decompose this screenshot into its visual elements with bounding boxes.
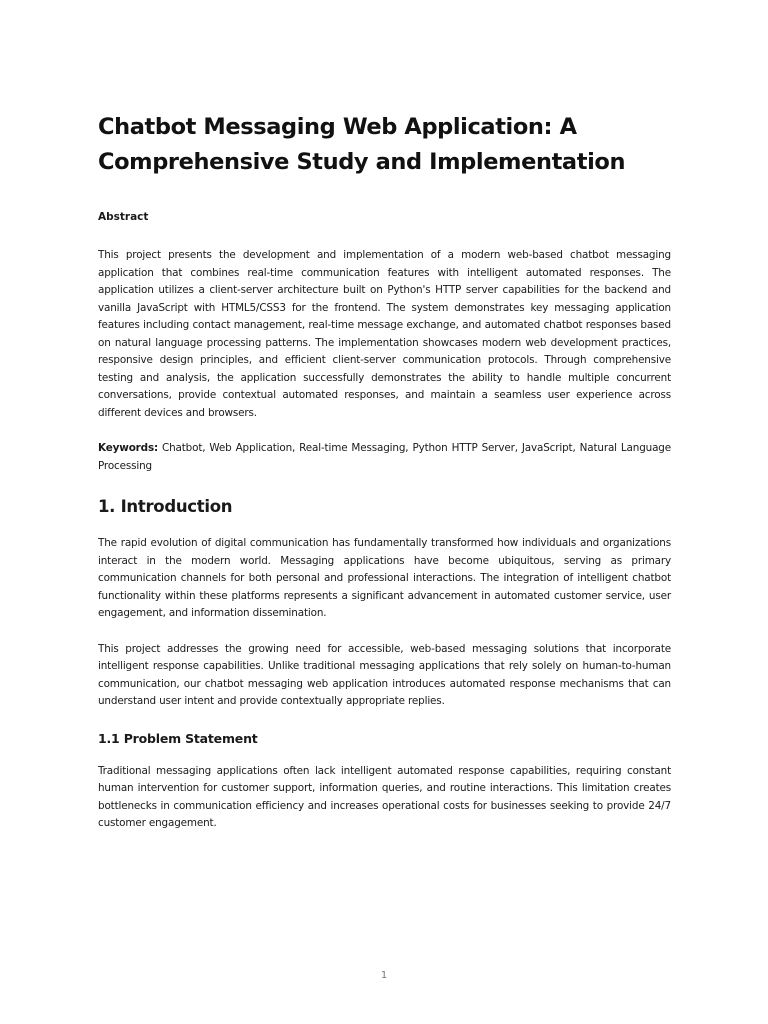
abstract-body: This project presents the development and implementation of a modern web-based chatbot messaging application that combines real-time communication features with intelligent automated responses. The application utilizes a client-server architecture built on Python's HTTP server capabilities for the backend and vanilla JavaScript with HTML5/CSS3 for the frontend. The system demonstrates key messaging application features including contact management, real-time message exchange, and automated chatbot responses based on natural language processing patterns. The implementation showcases modern web development practices, responsive design principles, and efficient client-server communication protocols. Through comprehensive testing and analysis, the application successfully demonstrates the ability to handle multiple concurrent conversations, provide contextual automated responses, and maintain a seamless user experience across different devices and browsers. bbox=[98, 249, 671, 419]
introduction-heading: 1. Introduction bbox=[98, 497, 233, 516]
keywords-text: Chatbot, Web Application, Real-time Messaging, Python HTTP Server, JavaScript, Natural Language Processing bbox=[98, 442, 671, 472]
abstract-heading: Abstract bbox=[98, 211, 149, 223]
problem-statement-body: Traditional messaging applications often lack intelligent automated response capabilities, requiring constant human intervention for customer support, information queries, and routine interactions. This limitation creates bottlenecks in communication efficiency and increases operational costs for businesses seeking to provide 24/7 customer engagement. bbox=[98, 764, 671, 829]
page-number: 1 bbox=[380, 970, 388, 981]
problem-statement-heading: 1.1 Problem Statement bbox=[98, 730, 258, 746]
keywords-line bbox=[98, 440, 671, 475]
introduction-paragraph-1: The rapid evolution of digital communication has fundamentally transformed how individuals and organizations interact in the modern world. Messaging applications have become ubiquitous, serving as primary communication channels for both personal and professional interactions. The integration of intelligent chatbot functionality within these platforms represents a significant advancement in automated customer service, user engagement, and information dissemination. bbox=[98, 537, 671, 619]
keywords-label: Keywords: bbox=[98, 442, 158, 454]
introduction-paragraph-2: This project addresses the growing need for accessible, web-based messaging solutions that incorporate intelligent response capabilities. Unlike traditional messaging applications that rely solely on human-to-human communication, our chatbot messaging web application introduces automated response mechanisms that can understand user intent and provide contextually appropriate replies. bbox=[98, 642, 671, 707]
document-page bbox=[98, 110, 671, 833]
paper-title: Chatbot Messaging Web Application: A Comprehensive Study and Implementation bbox=[98, 114, 626, 175]
